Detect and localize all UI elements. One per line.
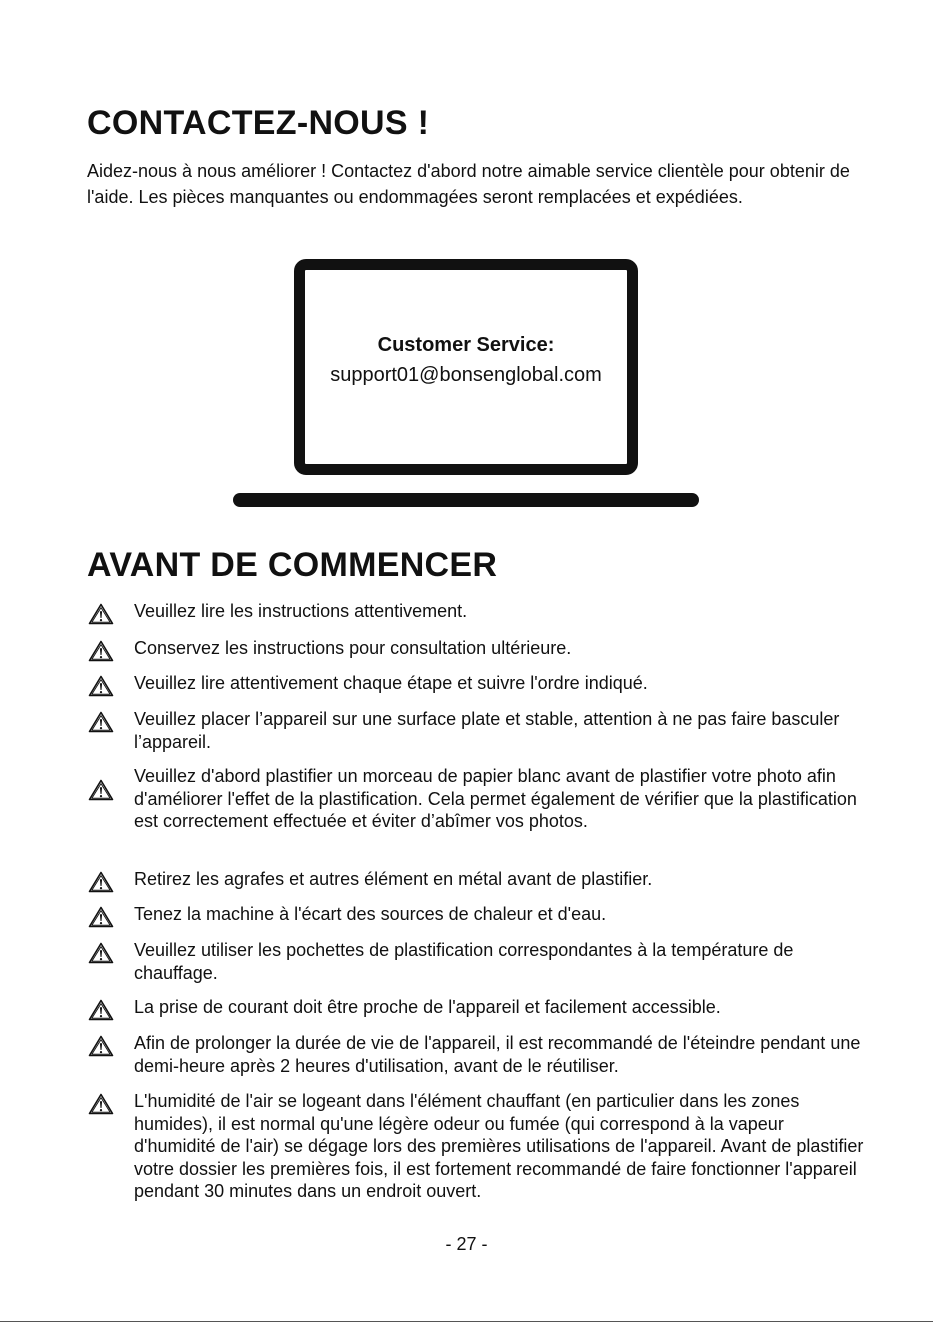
warning-triangle-icon — [88, 871, 114, 893]
warning-triangle-icon — [88, 779, 114, 801]
laptop-illustration-base — [233, 493, 699, 507]
warning-text: Tenez la machine à l'écart des sources de chaleur et d'eau. — [134, 904, 607, 924]
warning-text: Veuillez lire les instructions attentivement. — [134, 601, 468, 621]
warning-triangle-icon — [88, 999, 114, 1021]
warning-text: Veuillez d'abord plastifier un morceau de papier blanc avant de plastifier votre photo afin d'améliorer l'effet de la plastification. Cela permet également de vérifier que la plastification est correctement effectuée et éviter d’abîmer vos photos. — [134, 766, 857, 831]
before-start-title: AVANT DE COMMENCER — [87, 546, 498, 584]
warning-text: La prise de courant doit être proche de l'appareil et facilement accessible. — [134, 997, 721, 1017]
warning-triangle-icon — [88, 1035, 114, 1057]
bottom-rule — [0, 1321, 933, 1322]
warning-text: Veuillez placer l’appareil sur une surface plate et stable, attention à ne pas faire basculer l’appareil. — [134, 709, 840, 752]
laptop-illustration-screen — [294, 259, 638, 475]
warning-triangle-icon — [88, 942, 114, 964]
warning-triangle-icon — [88, 711, 114, 733]
warning-triangle-icon — [88, 675, 114, 697]
warning-text: Retirez les agrafes et autres élément en métal avant de plastifier. — [134, 869, 653, 889]
warning-triangle-icon — [88, 906, 114, 928]
warning-text: Afin de prolonger la durée de vie de l'appareil, il est recommandé de l'éteindre pendant une demi-heure après 2 heures d'utilisation, avant de le réutiliser. — [134, 1033, 861, 1076]
warning-text: Veuillez lire attentivement chaque étape et suivre l'ordre indiqué. — [134, 673, 648, 693]
warning-triangle-icon — [88, 1093, 114, 1115]
customer-service-email: support01@bonsenglobal.com — [330, 364, 602, 386]
warning-triangle-icon — [88, 640, 114, 662]
warning-text: Conservez les instructions pour consultation ultérieure. — [134, 638, 572, 658]
warning-text: Veuillez utiliser les pochettes de plastification correspondantes à la température de chauffage. — [134, 940, 794, 983]
contact-intro: Aidez-nous à nous améliorer ! Contactez d'abord notre aimable service clientèle pour obtenir de l'aide. Les pièces manquantes ou endommagées seront remplacées et expédiées. — [87, 161, 850, 207]
warning-text: L'humidité de l'air se logeant dans l'élément chauffant (en particulier dans les zones humides), il est normal qu'une légère odeur ou fumée (qui correspond à la vapeur d'humidité de l'air) se dégage lors des premières utilisations de l'appareil. Avant de plastifier votre dossier les premières fois, il est fortement recommandé de faire fonctionner l'appareil pendant 30 minutes dans un endroit ouvert. — [134, 1091, 864, 1201]
warning-triangle-icon — [88, 603, 114, 625]
customer-service-label: Customer Service: — [377, 334, 555, 356]
page-number: - 27 - — [445, 1234, 488, 1254]
contact-title: CONTACTEZ-NOUS ! — [87, 104, 430, 142]
